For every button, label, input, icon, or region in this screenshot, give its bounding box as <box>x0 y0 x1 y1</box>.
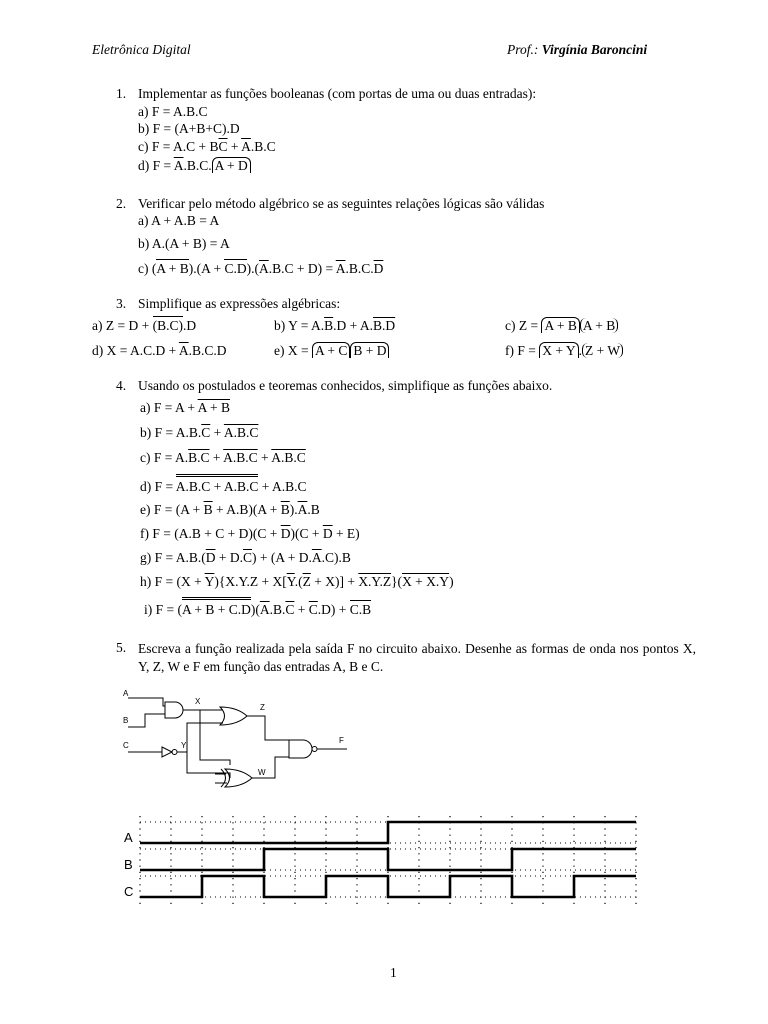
q1c-bar: $\overline{C}$ <box>218 139 228 154</box>
q2c-part: ).(A + <box>188 261 225 276</box>
q3b-part: .D + A. <box>333 318 374 333</box>
q3-item-b <box>274 318 395 334</box>
q4i-bar: C.B <box>349 602 372 617</box>
not-gate <box>162 747 172 757</box>
q2-item-c <box>138 261 383 277</box>
signal-label-a: A <box>124 830 133 845</box>
q1d-bar: $\overline{A}$ <box>173 158 184 173</box>
q1-item-c <box>138 139 276 155</box>
q4h-part: }( <box>391 574 403 589</box>
q3d-part: .B.C.D <box>188 343 227 358</box>
q3f-paren: Z + W <box>582 343 623 358</box>
q1c-bar: $\overline{A}$ <box>241 139 251 154</box>
q4b-part: + <box>210 425 224 440</box>
q4e-part: .B <box>307 502 320 517</box>
q4f-part: + E) <box>332 526 360 541</box>
q4h-part: .( <box>294 574 303 589</box>
label-w: W <box>258 768 266 777</box>
xor-arc <box>221 769 226 787</box>
q4g-part: g) F = A.B.( <box>140 550 206 565</box>
q4h-bar: X + X.Y <box>402 574 450 589</box>
q4-item-g <box>140 550 351 566</box>
or-gate <box>220 707 247 725</box>
q4-item-a <box>140 400 230 416</box>
q3d-part: d) X = A.C.D + <box>92 343 179 358</box>
q3a-part: a) Z = D + <box>92 318 153 333</box>
q1-item-d <box>138 158 251 174</box>
nand-bubble <box>312 747 317 752</box>
wire-a <box>128 698 165 706</box>
label-x: X <box>195 697 201 706</box>
wire-b <box>128 714 165 727</box>
q4-item-c <box>140 450 306 466</box>
q4-number: 4. <box>116 378 127 393</box>
label-f: F <box>339 736 344 745</box>
q4-item-b <box>140 425 258 441</box>
q4g-bar: $\overline{D}$ <box>205 550 216 565</box>
q4d-bar: A.B.C + A.B.C <box>176 474 259 494</box>
q2c-bar: C.D <box>224 261 247 276</box>
q3e-part: e) X = <box>274 343 312 358</box>
q2c-bar: $\overline{A}$ <box>335 261 346 276</box>
q2-number: 2. <box>116 196 127 211</box>
q2-statement: Verificar pelo método algébrico se as seguintes relações lógicas são válidas <box>138 196 545 211</box>
q1d-paren: A + D <box>212 157 251 173</box>
q3-number: 3. <box>116 296 127 311</box>
wire-z <box>247 716 289 740</box>
q3d-bar: $\overline{A}$ <box>178 343 189 358</box>
q4c-bar: B.C <box>188 450 210 465</box>
q4h-bar: $\overline{Y}$ <box>286 574 295 589</box>
wire-x <box>183 710 230 765</box>
q1-item-b: b) F = (A+B+C).D <box>138 121 240 136</box>
q4e-part: ). <box>289 502 298 517</box>
q1c-part: + <box>227 139 242 154</box>
q1d-part: .B.C. <box>183 158 212 173</box>
q4e-bar: $\overline{B}$ <box>280 502 290 517</box>
q4e-part: e) F = (A + <box>140 502 204 517</box>
q2c-bar: $\overline{A}$ <box>258 261 269 276</box>
q4i-part: + <box>294 602 309 617</box>
q3c-part: c) Z = <box>505 318 542 333</box>
q4h-part: h) F = (X + <box>140 574 205 589</box>
q4c-part: + <box>209 450 224 465</box>
q4f-bar: $\overline{D}$ <box>280 526 291 541</box>
q4g-bar: $\overline{A}$ <box>311 550 322 565</box>
q3b-bar: B.D <box>373 318 396 333</box>
q4f-part: )(C + <box>290 526 323 541</box>
q4-item-f <box>140 526 360 542</box>
q1-statement: Implementar as funções booleanas (com portas de uma ou duas entradas): <box>138 86 537 101</box>
q3b-part: b) Y = A. <box>274 318 325 333</box>
waveform-c <box>140 876 636 897</box>
q4c-bar: A.B.C <box>223 450 258 465</box>
q4i-part: i) F = ( <box>144 602 182 617</box>
q5-number: 5. <box>116 640 127 655</box>
signal-label-c: C <box>124 884 134 899</box>
q3b-bar: $\overline{B}$ <box>324 318 334 333</box>
q4b-bar: $\overline{C}$ <box>201 425 211 440</box>
q2c-part: .B.C + D) = <box>268 261 336 276</box>
q3-item-e <box>274 343 389 359</box>
q4e-part: + A.B)(A + <box>212 502 281 517</box>
q3f-part: f) F = <box>505 343 540 358</box>
q4-item-i <box>144 602 371 618</box>
q2c-part: .B.C. <box>345 261 374 276</box>
q4d-part: d) F = <box>140 479 176 494</box>
q4i-part: .B. <box>269 602 286 617</box>
q4i-part: )( <box>250 602 260 617</box>
q4-item-h <box>140 574 454 590</box>
label-a: A <box>123 689 129 698</box>
q4b-part: b) F = A.B. <box>140 425 202 440</box>
q1c-part: c) F = A.C + B <box>138 139 219 154</box>
q4h-part: ){X.Y.Z + X[ <box>214 574 287 589</box>
q2c-part: ).( <box>246 261 259 276</box>
label-z: Z <box>260 703 265 712</box>
q2c-bar: $\overline{D}$ <box>373 261 384 276</box>
q2-item-a: a) A + A.B = A <box>138 213 220 228</box>
waveform-a <box>140 822 636 843</box>
nand-gate <box>289 740 312 758</box>
q4h-bar: $\overline{Z}$ <box>302 574 311 589</box>
q4-item-d <box>140 479 307 495</box>
q3-item-d <box>92 343 227 359</box>
q4h-part: + X)] + <box>310 574 359 589</box>
q4c-part: c) F = A. <box>140 450 189 465</box>
q4i-bar: $\overline{C}$ <box>285 602 295 617</box>
q4a-part: a) F = A + <box>140 400 198 415</box>
and-gate <box>165 702 183 718</box>
q3e-paren: A + C <box>312 342 350 358</box>
q4h-part: ) <box>449 574 454 589</box>
q4i-bar: $\overline{A}$ <box>259 602 270 617</box>
q2c-part: c) ( <box>138 261 157 276</box>
waveform-b <box>140 849 636 870</box>
q3a-bar: (B.C) <box>152 318 183 333</box>
q3f-paren: X + Y <box>539 342 578 358</box>
q1-number: 1. <box>116 86 127 101</box>
xor-gate <box>225 769 252 787</box>
q4-statement: Usando os postulados e teoremas conhecidos, simplifique as funções abaixo. <box>138 378 553 393</box>
q4b-bar: A.B.C <box>223 425 259 440</box>
q4g-bar: $\overline{C}$ <box>243 550 253 565</box>
q3-item-a <box>92 318 196 334</box>
header-author: Virgínia Baroncini <box>541 42 648 57</box>
q3c-paren: A + B <box>541 317 579 333</box>
q4e-bar: $\overline{B}$ <box>203 502 213 517</box>
q3e-paren: B + D <box>350 342 389 358</box>
q4i-bar: $\overline{C}$ <box>308 602 318 617</box>
q4c-part: + <box>257 450 272 465</box>
q4a-bar: A + B <box>197 400 230 415</box>
q4f-part: f) F = (A.B + C + D)(C + <box>140 526 281 541</box>
header-right-prefix: Prof.: <box>507 42 542 57</box>
q2-item-b: b) A.(A + B) = A <box>138 236 230 251</box>
q3a-part: .D <box>182 318 197 333</box>
q1c-part: .B.C <box>250 139 276 154</box>
q3-item-c <box>505 318 618 334</box>
q4-item-e <box>140 502 320 518</box>
q4g-part: .C).B <box>321 550 351 565</box>
logic-circuit-diagram <box>115 685 365 800</box>
q4e-bar: $\overline{A}$ <box>297 502 308 517</box>
q3f-part: . <box>578 343 582 358</box>
waveform-diagram <box>116 812 646 912</box>
q3-item-f <box>505 343 623 359</box>
q4d-part: + A.B.C <box>258 479 307 494</box>
q4i-bar: A + B + C.D <box>182 597 251 617</box>
q4f-bar: $\overline{D}$ <box>322 526 333 541</box>
label-y: Y <box>181 741 187 750</box>
q3c-paren: A + B <box>580 318 618 333</box>
header-right <box>507 42 647 58</box>
q2c-bar: A + B <box>156 261 189 276</box>
label-b: B <box>123 716 129 725</box>
page-number: 1 <box>390 965 397 980</box>
q5-statement: Escreva a função realizada pela saída F no circuito abaixo. Desenhe as formas de onda nos pontos X, Y, Z, W e F em função das entradas A, B e C. <box>138 641 696 674</box>
q4h-bar: X.Y.Z <box>358 574 392 589</box>
q4c-bar: A.B.C <box>271 450 306 465</box>
q4g-part: + D. <box>215 550 243 565</box>
q1-item-a: a) F = A.B.C <box>138 104 208 119</box>
q1d-part: d) F = <box>138 158 174 173</box>
q4h-bar: $\overline{Y}$ <box>204 574 215 589</box>
label-c: C <box>123 741 129 750</box>
q4g-part: ) + (A + D. <box>252 550 312 565</box>
signal-label-b: B <box>124 857 133 872</box>
q3-statement: Simplifique as expressões algébricas: <box>138 296 341 311</box>
q4i-part: .D) + <box>317 602 350 617</box>
header-left: Eletrônica Digital <box>92 42 191 57</box>
